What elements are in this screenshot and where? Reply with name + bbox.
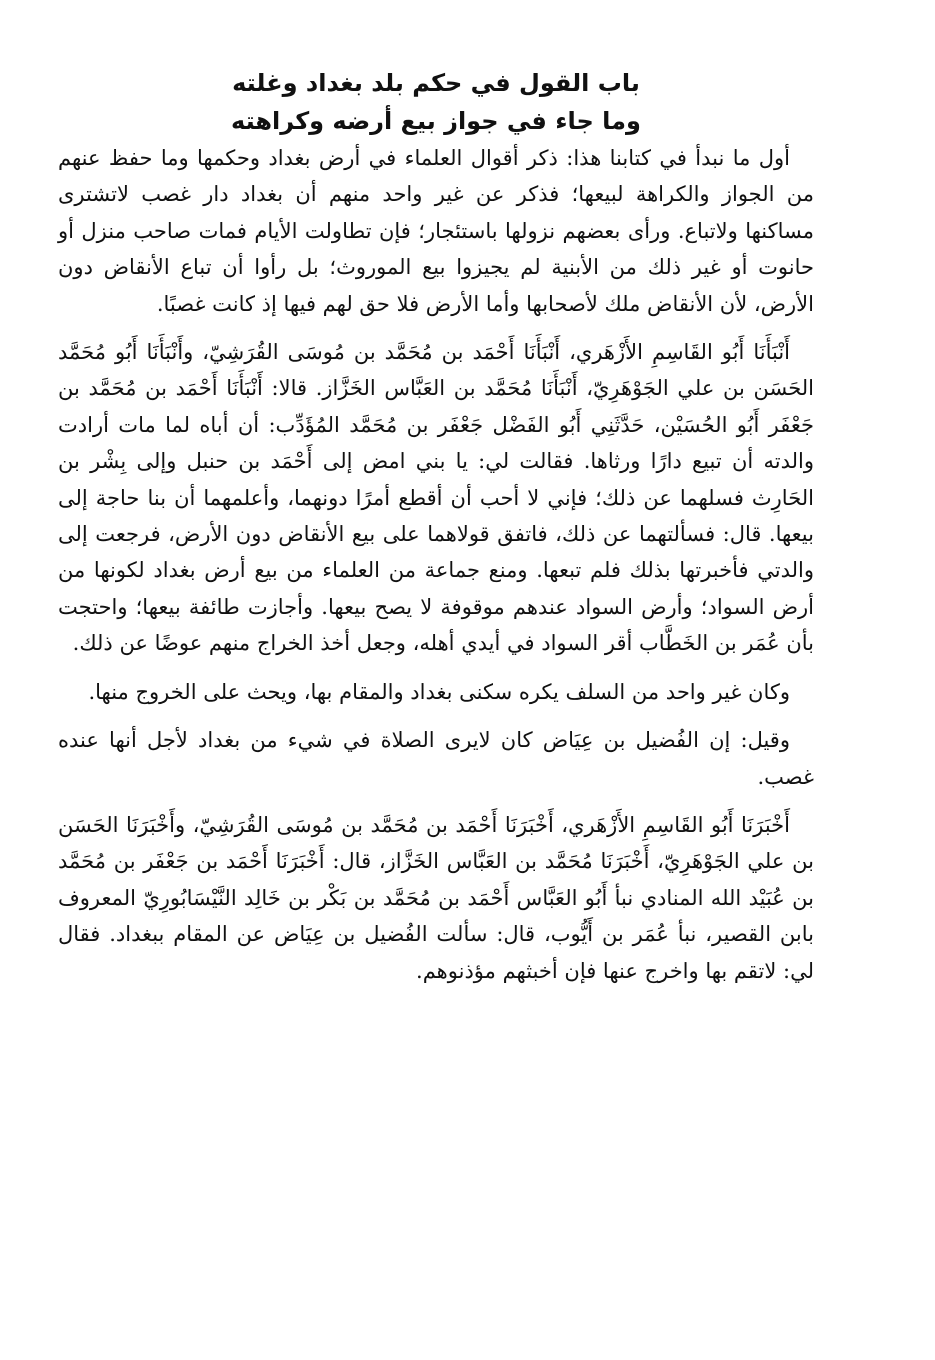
chapter-title-line-2: وما جاء في جواز بيع أرضه وكراهته [231,107,641,135]
paragraph-narration-2: أَخْبَرَنَا أَبُو القَاسِمِ الأَزْهَري، أَخْبَرَنَا أَحْمَد بن مُحَمَّد بن مُوسَى القُرَشِيّ، وأَخْبَرَنَا الحَسَن بن علي الجَوْهَرِيّ، أَخْبَرَنَا مُحَمَّد بن العَبَّاس الخَزَّاز، قال: أَخْبَرَنَا أَحْمَد بن جَعْفَر بن مُحَمَّد بن عُبَيْد الله المنادي نبأ أَبُو العَبَّاس أَحْمَد بن مُحَمَّد بن بَكْر بن خَالِد النَّيْسَابُورِيّ المعروف بابن القصير، نبأ عُمَر بن أَيُّوب، قال: سألت الفُضيل بن عِيَاض عن المقام ببغداد. فقال لي: لاتقم بها واخرج عنها فإن أخبثهم مؤذنوهم. [58,812,814,983]
paragraph-spacer [58,795,814,807]
paragraph-narration-1: أَنْبَأَنَا أَبُو القَاسِمِ الأَزْهَري، أَنْبَأَنَا أَحْمَد بن مُحَمَّد بن مُوسَى القُرَشِيّ، وأَنْبَأَنَا أَبُو مُحَمَّد الحَسَن بن علي الجَوْهَرِيّ، أَنْبَأَنَا مُحَمَّد بن العَبَّاس الخَزَّاز. قالا: أَنْبَأَنَا أَحْمَد بن مُحَمَّد بن جَعْفَر أَبُو الحُسَيْن، حَدَّثَنِي أَبُو الفَضْل جَعْفَر بن مُحَمَّد المُؤَدِّب: أن أباه لما مات أرادت والدته أن تبيع دارًا ورثاها. فقالت لي: يا بني امض إلى أَحْمَد بن حنبل وإلى بِشْر بن الحَارِث فسلهما عن ذلك؛ فإني لا أحب أن أقطع أمرًا دونهما، وأعلمهما أن بنا حاجة إلى بيعها. قال: فسألتهما عن ذلك، فاتفق قولاهما على بيع الأنقاض دون الأرض، فرجعت إلى والدتي فأخبرتها بذلك فلم تبعها. ومنع جماعة من العلماء من بيع أرض بغداد لكونها من أرض السواد؛ وأرض السواد عندهم موقوفة لا يصح بيعها. وأجازت طائفة بيعها؛ واحتجت بأن عُمَر بن الخَطَّاب أقر السواد في أيدي أهله، وجعل أخذ الخراج منهم عوضًا عن ذلك. [58,340,814,656]
paragraph-salaf: وكان غير واحد من السلف يكره سكنى بغداد والمقام بها، ويحث على الخروج منها. [88,679,790,704]
chapter-title-line-1: باب القول في حكم بلد بغداد وغلته [232,69,640,97]
paragraph-spacer [58,322,814,334]
paragraph-fudayl: وقيل: إن الفُضيل بن عِيَاض كان لايرى الصلاة في شيء من بغداد لأجل أنها عنده غصب. [58,728,814,789]
paragraph-spacer [58,662,814,674]
paragraph-spacer [58,710,814,722]
book-page [58,64,814,989]
paragraph-intro: أول ما نبدأ في كتابنا هذا: ذكر أقوال العلماء في أرض بغداد وحكمها وما حفظ عنهم من الجواز والكراهة لبيعها؛ فذكر عن غير واحد منهم أن بغداد دار غصب لاتشترى مساكنها ولاتباع. ورأى بعضهم نزولها باستئجار؛ فإن تطاولت الأيام فمات صاحب منزل أو حانوت أو غير ذلك من الأبنية لم يجيزوا بيع الموروث؛ بل رأوا أن تباع الأنقاض دون الأرض، لأن الأنقاض ملك لأصحابها وأما الأرض فلا حق لهم فيها إذ كانت غصبًا. [58,146,814,316]
